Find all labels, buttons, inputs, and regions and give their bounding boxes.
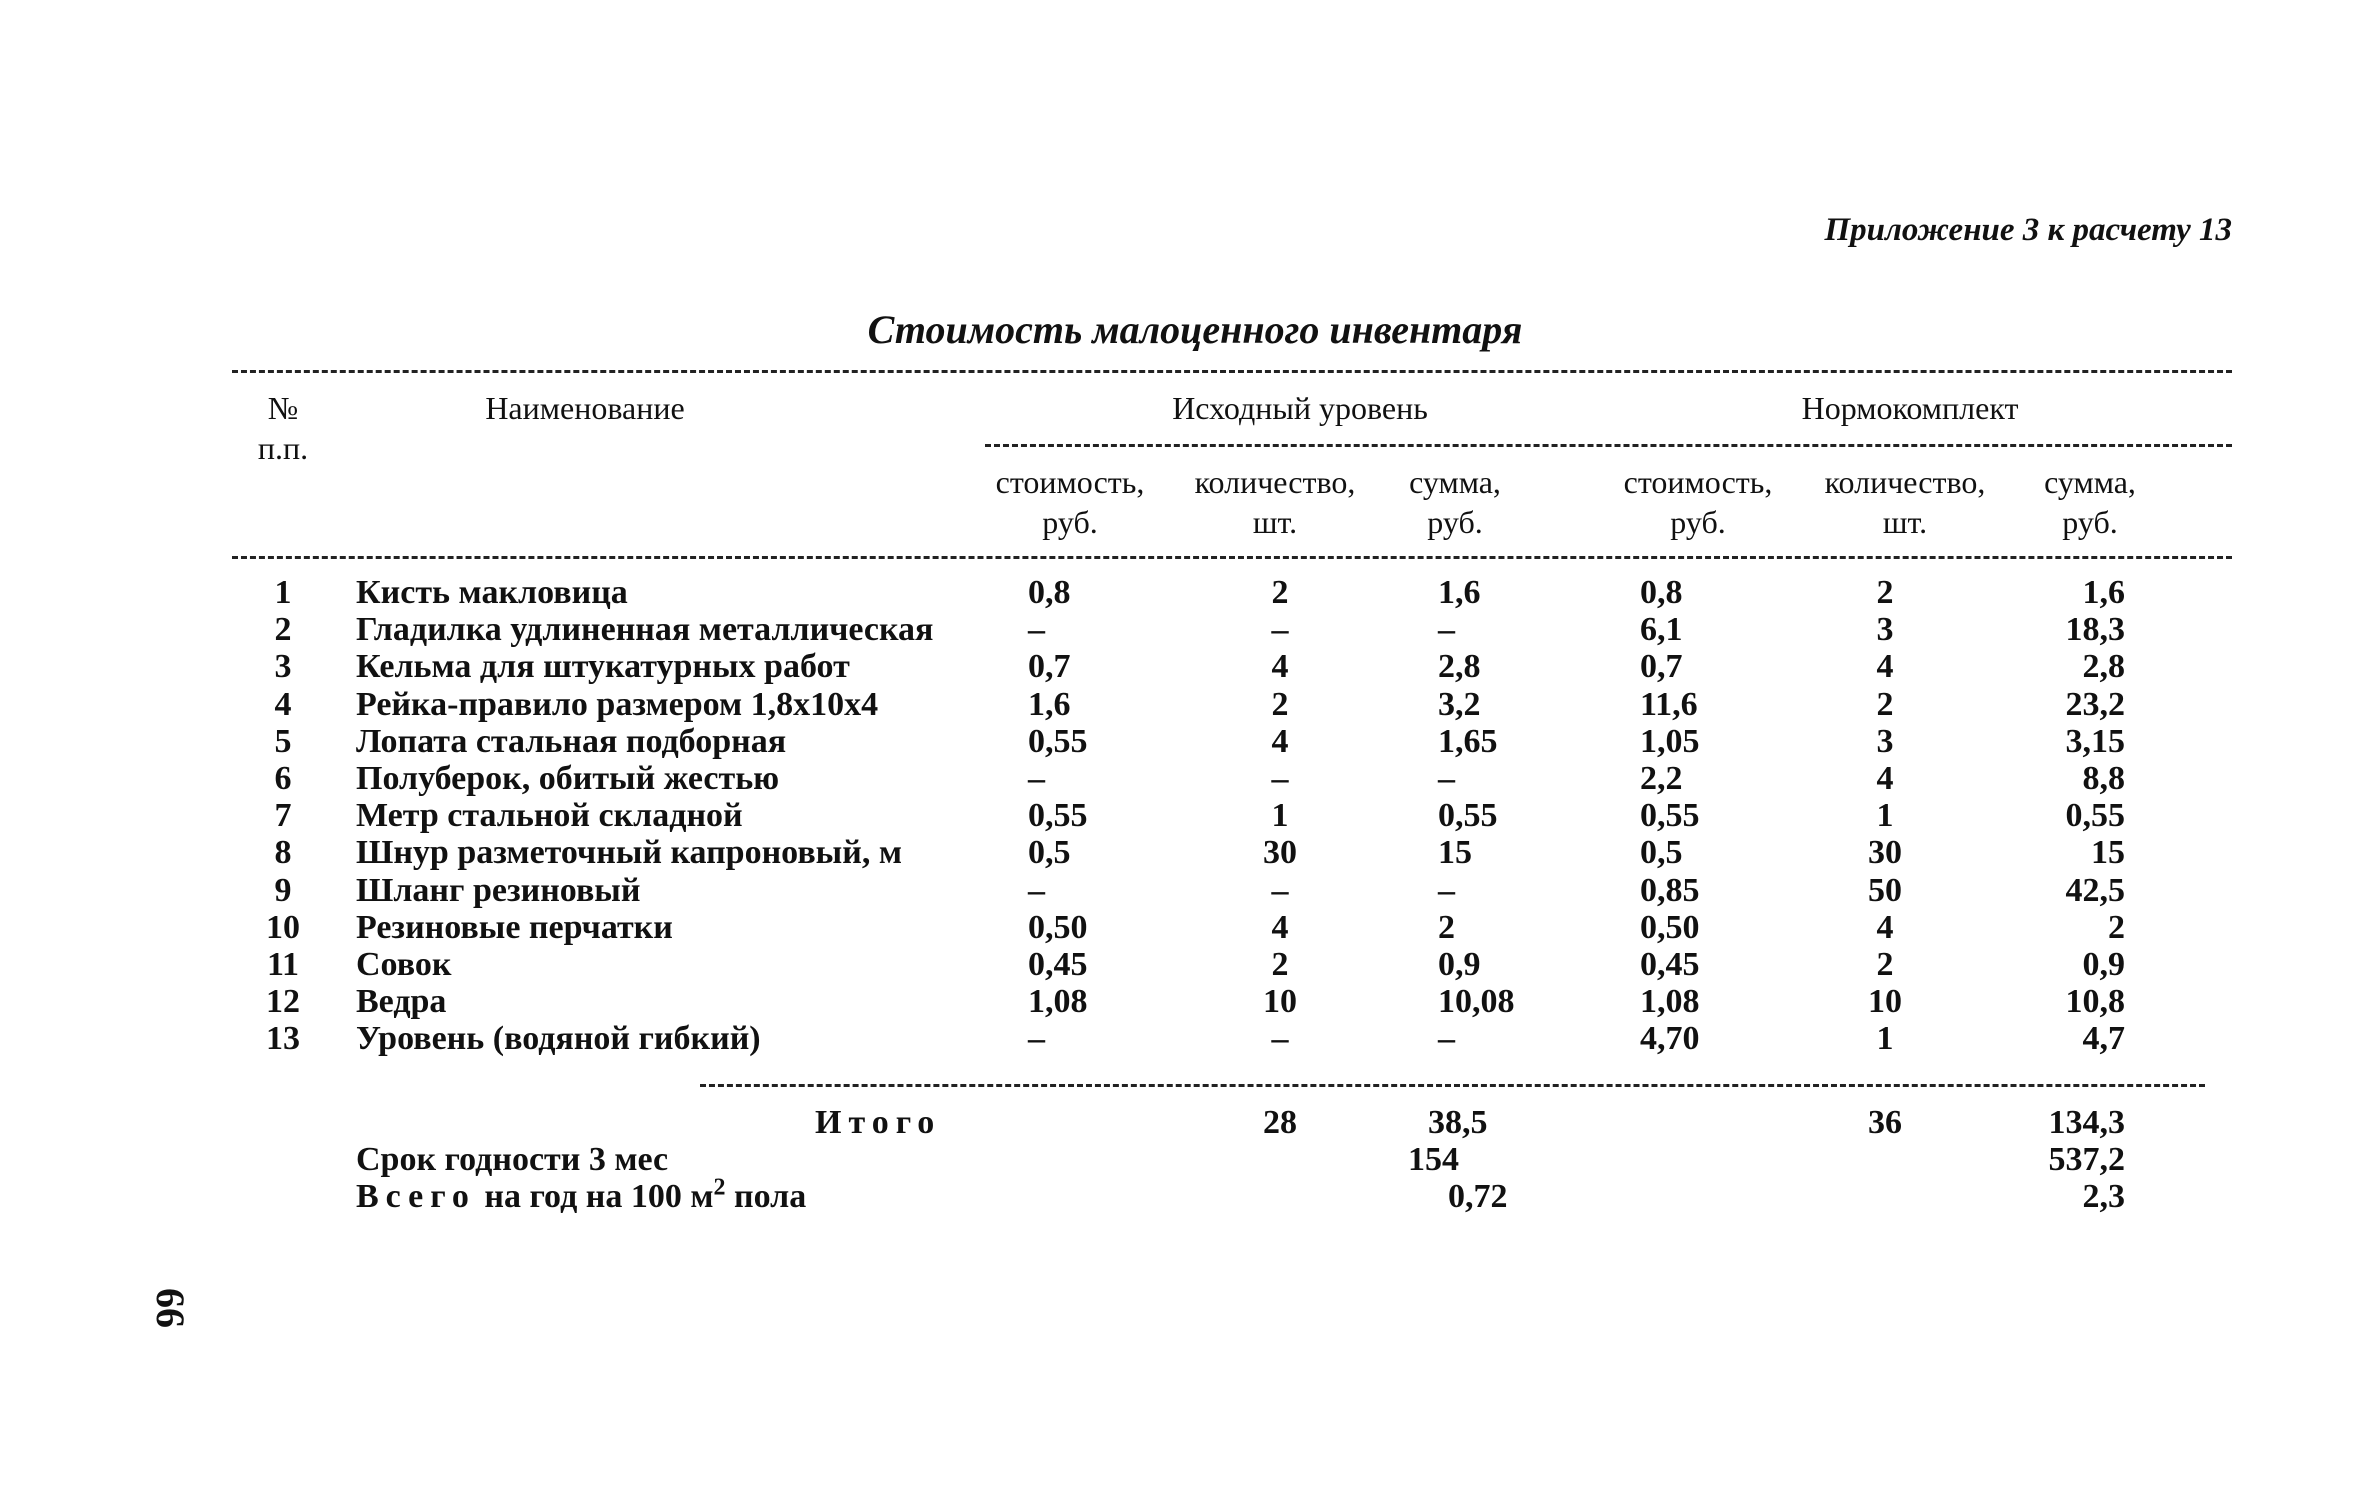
srok-label: Срок годности 3 мес [356, 1141, 669, 1178]
totals-rule [700, 1084, 2205, 1087]
row-price-initial: – [1028, 871, 1045, 909]
row-name: Гладилка удлиненная металлическая [356, 611, 934, 649]
row-name: Кельма для штукатурных работ [356, 648, 850, 686]
row-price-norm: 0,5 [1640, 834, 1683, 872]
row-sum-initial: – [1438, 1020, 1455, 1058]
top-rule [232, 370, 2232, 373]
row-sum-norm: 0,9 [2082, 946, 2125, 983]
row-sum-initial: 10,08 [1438, 983, 1515, 1021]
row-number: 13 [266, 1020, 300, 1058]
srok-sum-norm: 537,2 [2048, 1141, 2125, 1178]
vsego-sum-initial: 0,72 [1448, 1178, 1508, 1215]
row-qty-initial: 2 [1271, 574, 1289, 611]
row-price-norm: 0,8 [1640, 574, 1683, 611]
row-sum-norm: 23,2 [2065, 685, 2125, 723]
row-name: Кисть макловица [356, 574, 628, 611]
row-price-initial: 0,7 [1028, 648, 1071, 686]
row-number: 4 [274, 685, 292, 723]
row-number: 1 [274, 574, 292, 611]
row-qty-initial: 4 [1271, 648, 1289, 686]
row-sum-norm: 1,6 [2082, 574, 2125, 611]
row-price-norm: 0,55 [1640, 797, 1700, 835]
row-name: Совок [356, 946, 452, 983]
row-qty-norm: 4 [1876, 648, 1894, 686]
row-price-initial: – [1028, 1020, 1045, 1058]
row-qty-initial: 2 [1271, 946, 1289, 983]
row-qty-norm: 1 [1876, 797, 1894, 835]
row-number: 2 [274, 611, 292, 649]
row-name: Ведра [356, 983, 447, 1021]
row-qty-initial: – [1271, 760, 1289, 797]
row-qty-initial: – [1271, 611, 1289, 649]
header-bottom-rule [232, 556, 2232, 559]
row-name: Шнур разметочный капроновый, м [356, 834, 902, 872]
row-qty-initial: 1 [1271, 797, 1289, 835]
row-qty-norm: 30 [1868, 834, 1902, 872]
row-sum-norm: 2 [2108, 908, 2125, 946]
row-sum-norm: 8,8 [2082, 760, 2125, 797]
row-price-initial: 1,08 [1028, 983, 1088, 1021]
appendix-caption: Приложение 3 к расчету 13 [1824, 212, 2232, 248]
row-qty-norm: 50 [1868, 871, 1902, 909]
row-name: Лопата стальная подборная [356, 722, 787, 760]
row-qty-norm: 3 [1876, 611, 1894, 649]
header-group-norm: Нормокомплект [1801, 390, 2019, 426]
row-number: 6 [274, 760, 292, 797]
row-price-initial: 1,6 [1028, 685, 1071, 723]
row-sum-norm: 4,7 [2082, 1020, 2125, 1058]
row-number: 8 [274, 834, 292, 872]
row-qty-norm: 2 [1876, 685, 1894, 723]
row-sum-norm: 3,15 [2065, 722, 2125, 760]
row-number: 3 [274, 648, 292, 686]
row-sum-initial: 2 [1438, 908, 1455, 946]
row-price-initial: – [1028, 760, 1045, 797]
row-sum-norm: 42,5 [2065, 871, 2125, 909]
row-price-initial: 0,5 [1028, 834, 1071, 872]
row-qty-initial: 2 [1271, 685, 1289, 723]
row-qty-initial: 10 [1263, 983, 1297, 1021]
itogo-qty-norm: 36 [1868, 1104, 1902, 1141]
row-price-norm: 2,2 [1640, 760, 1683, 797]
row-sum-initial: 0,9 [1438, 946, 1481, 983]
header-sum-initial: сумма, руб. [1409, 464, 1501, 540]
row-price-norm: 1,05 [1640, 722, 1700, 760]
row-sum-initial: 3,2 [1438, 685, 1481, 723]
row-price-norm: 0,45 [1640, 946, 1700, 983]
header-qty-norm: количество, шт. [1824, 464, 1986, 540]
row-name: Уровень (водяной гибкий) [356, 1020, 761, 1058]
row-price-norm: 4,70 [1640, 1020, 1700, 1058]
row-sum-initial: 1,65 [1438, 722, 1498, 760]
row-price-initial: 0,8 [1028, 574, 1071, 611]
row-number: 7 [274, 797, 292, 835]
header-sum-norm: сумма, руб. [2044, 464, 2136, 540]
header-price-initial: стоимость, руб. [995, 464, 1145, 540]
row-sum-norm: 0,55 [2065, 797, 2125, 835]
row-sum-initial: – [1438, 760, 1455, 797]
row-price-norm: 0,85 [1640, 871, 1700, 909]
row-qty-initial: 30 [1263, 834, 1297, 872]
srok-sum-initial: 154 [1408, 1141, 1459, 1178]
row-qty-norm: 4 [1876, 760, 1894, 797]
row-price-initial: 0,55 [1028, 722, 1088, 760]
row-name: Метр стальной складной [356, 797, 743, 835]
row-qty-norm: 4 [1876, 908, 1894, 946]
row-name: Полуберок, обитый жестью [356, 760, 780, 797]
row-sum-norm: 18,3 [2065, 611, 2125, 649]
row-qty-initial: – [1271, 871, 1289, 909]
row-price-norm: 0,7 [1640, 648, 1683, 686]
row-sum-norm: 10,8 [2065, 983, 2125, 1021]
table-title: Стоимость малоценного инвентаря [867, 307, 1523, 352]
header-group-initial: Исходный уровень [1172, 390, 1428, 426]
row-price-norm: 6,1 [1640, 611, 1683, 649]
row-number: 11 [266, 946, 300, 983]
vsego-sum-norm: 2,3 [2082, 1178, 2125, 1215]
row-price-initial: 0,45 [1028, 946, 1088, 983]
row-name: Рейка-правило размером 1,8х10х4 [356, 685, 879, 723]
row-number: 10 [266, 908, 300, 946]
row-qty-norm: 3 [1876, 722, 1894, 760]
row-number: 5 [274, 722, 292, 760]
row-qty-initial: – [1271, 1020, 1289, 1058]
row-sum-initial: – [1438, 871, 1455, 909]
itogo-sum-norm: 134,3 [2048, 1104, 2125, 1141]
row-sum-initial: 2,8 [1438, 648, 1481, 686]
row-price-norm: 1,08 [1640, 983, 1700, 1021]
group-rule [985, 444, 2232, 447]
row-sum-initial: 0,55 [1438, 797, 1498, 835]
header-qty-initial: количество, шт. [1194, 464, 1356, 540]
itogo-label: Итого [815, 1104, 942, 1141]
header-name: Наименование [485, 390, 685, 426]
row-qty-norm: 1 [1876, 1020, 1894, 1058]
itogo-sum-initial: 38,5 [1428, 1104, 1488, 1141]
row-name: Шланг резиновый [356, 871, 641, 909]
row-price-norm: 11,6 [1640, 685, 1698, 723]
row-price-norm: 0,50 [1640, 908, 1700, 946]
row-qty-norm: 2 [1876, 946, 1894, 983]
header-num: № п.п. [257, 390, 309, 466]
itogo-qty-initial: 28 [1263, 1104, 1297, 1141]
row-qty-initial: 4 [1271, 722, 1289, 760]
row-name: Резиновые перчатки [356, 908, 673, 946]
row-number: 12 [266, 983, 300, 1021]
row-price-initial: 0,55 [1028, 797, 1088, 835]
row-qty-norm: 2 [1876, 574, 1894, 611]
row-price-initial: – [1028, 611, 1045, 649]
row-price-initial: 0,50 [1028, 908, 1088, 946]
row-sum-initial: 1,6 [1438, 574, 1481, 611]
row-sum-norm: 2,8 [2082, 648, 2125, 686]
row-sum-initial: – [1438, 611, 1455, 649]
row-qty-initial: 4 [1271, 908, 1289, 946]
row-qty-norm: 10 [1868, 983, 1902, 1021]
row-sum-norm: 15 [2091, 834, 2125, 872]
header-price-norm: стоимость, руб. [1623, 464, 1773, 540]
row-number: 9 [274, 871, 292, 909]
vsego-label: Всего на год на 100 $м^2$ пола [356, 1174, 807, 1215]
row-sum-initial: 15 [1438, 834, 1472, 872]
page-number: 66 [148, 1288, 193, 1328]
